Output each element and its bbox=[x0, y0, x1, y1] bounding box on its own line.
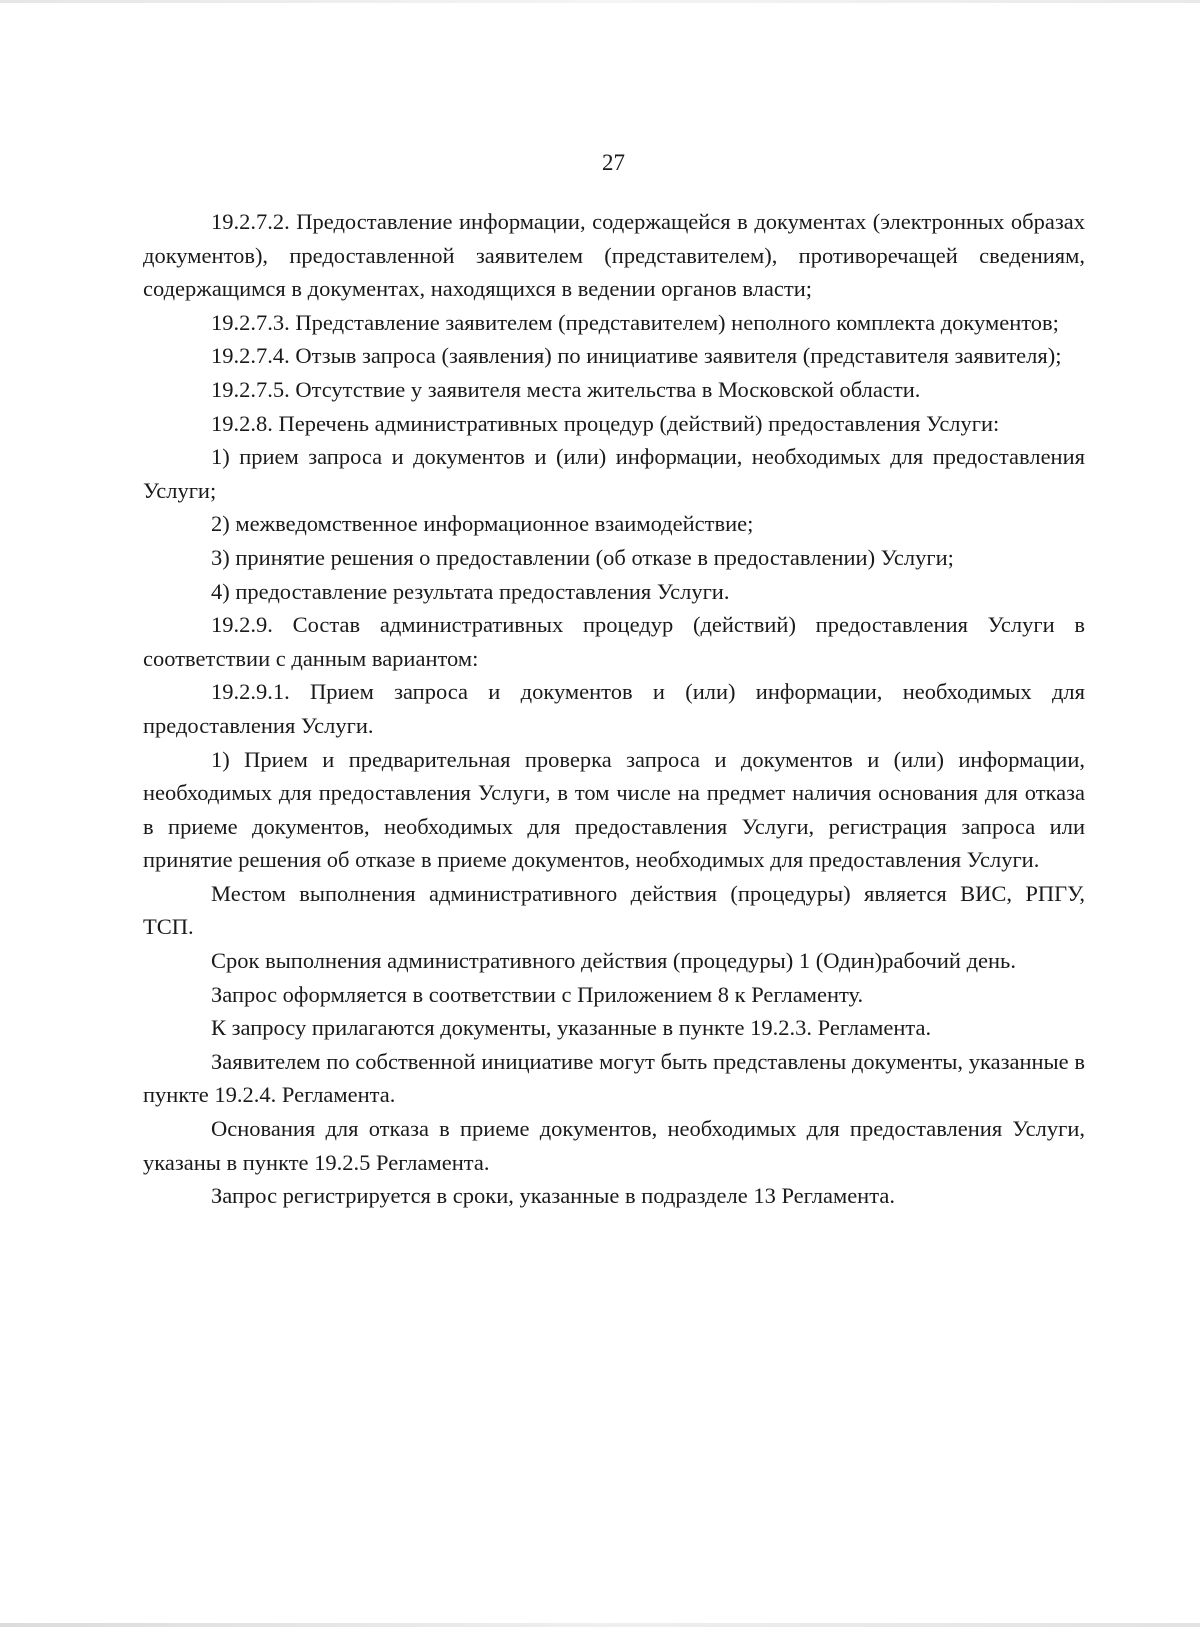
paragraph-term: Срок выполнения административного действия (процедуры) 1 (Один)рабочий день. bbox=[211, 948, 1016, 974]
paragraph-19-2-8: 19.2.8. Перечень административных процедур (действий) предоставления Услуги: bbox=[211, 410, 1000, 436]
paragraph-own-initiative: Заявителем по собственной инициативе могут быть представлены документы, указанные в пункте 19.2.4. Регламента. bbox=[143, 1048, 1085, 1108]
paragraph-refusal-grounds: Основания для отказа в приеме документов, необходимых для предоставления Услуги, указаны в пункте 19.2.5 Регламента. bbox=[143, 1116, 1085, 1175]
list-item-3: 3) принятие решения о предоставлении (об отказе в предоставлении) Услуги; bbox=[211, 544, 954, 570]
paragraph-place: Местом выполнения административного действия (процедуры) является ВИС, РПГУ, ТСП. bbox=[143, 880, 1085, 940]
paragraph-19-2-7-3: 19.2.7.3. Представление заявителем (представителем) неполного комплекта документов; bbox=[211, 309, 1059, 335]
paragraph-registration: Запрос регистрируется в сроки, указанные в подразделе 13 Регламента. bbox=[211, 1183, 895, 1209]
document-body bbox=[143, 205, 1085, 1213]
list-item-4: 4) предоставление результата предоставления Услуги. bbox=[211, 578, 730, 604]
paragraph-19-2-9: 19.2.9. Состав административных процедур (действий) предоставления Услуги в соответствии с данным вариантом: bbox=[143, 612, 1085, 671]
paragraph-19-2-7-2: 19.2.7.2. Предоставление информации, содержащейся в документах (электронных образах документов), предоставленной заявителем (представителем), противоречащей сведениям, содержащимся в документах, находящихся в ведении органов власти; bbox=[143, 209, 1085, 302]
procedure-step-1: 1) Прием и предварительная проверка запроса и документов и (или) информации, необходимых для предоставления Услуги, в том числе на предмет наличия основания для отказа в приеме документов, необходимых для предоставления Услуги, регистрация запроса или принятие решения об отказе в приеме документов, необходимых для предоставления Услуги. bbox=[143, 746, 1085, 873]
paragraph-19-2-9-1: 19.2.9.1. Прием запроса и документов и (или) информации, необходимых для предоставления Услуги. bbox=[143, 679, 1085, 738]
list-item-1: 1) прием запроса и документов и (или) информации, необходимых для предоставления Услуги; bbox=[143, 444, 1085, 503]
paragraph-request-form: Запрос оформляется в соответствии с Приложением 8 к Регламенту. bbox=[211, 981, 864, 1007]
list-item-2: 2) межведомственное информационное взаимодействие; bbox=[211, 511, 754, 537]
page-number: 27 bbox=[602, 150, 625, 175]
paragraph-19-2-7-5: 19.2.7.5. Отсутствие у заявителя места жительства в Московской области. bbox=[211, 376, 921, 402]
scan-edge-top bbox=[0, 0, 1200, 3]
scan-edge-bottom bbox=[0, 1623, 1200, 1627]
paragraph-19-2-7-4: 19.2.7.4. Отзыв запроса (заявления) по инициативе заявителя (представителя заявителя); bbox=[211, 343, 1062, 369]
paragraph-attachments: К запросу прилагаются документы, указанные в пункте 19.2.3. Регламента. bbox=[211, 1015, 932, 1041]
